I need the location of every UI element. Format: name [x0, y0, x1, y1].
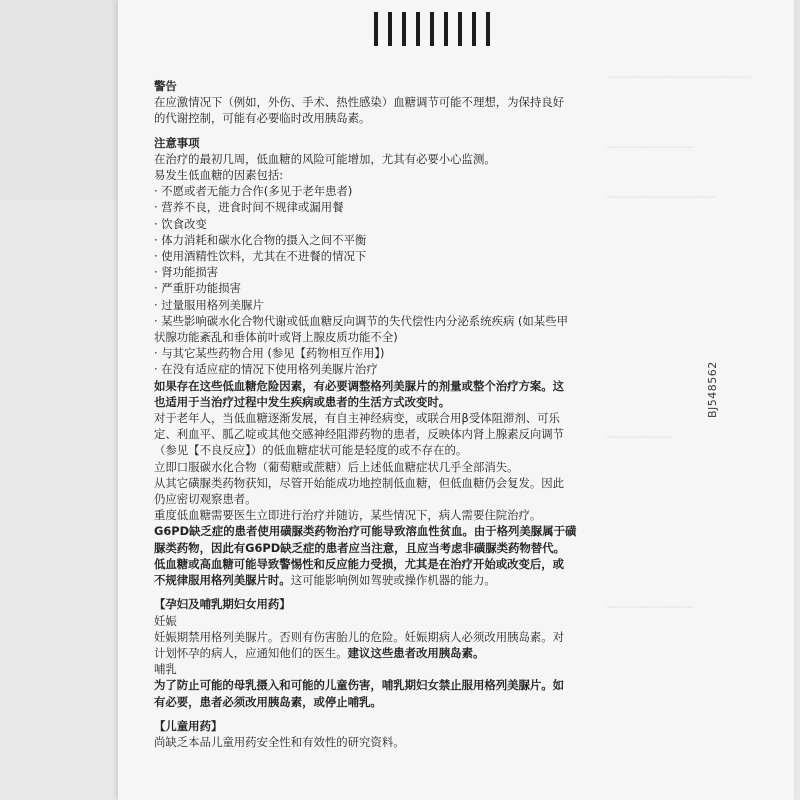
driving-note: 低血糖或高血糖可能导致警惕性和反应能力受损，尤其是在治疗开始或改变后，或: [154, 556, 565, 571]
bleed-through-text-decoration: ————————: [606, 600, 694, 613]
lactation-note: 有必要，患者必须改用胰岛素，或停止哺乳。: [154, 694, 382, 709]
risk-factor-item: · 某些影响碳水化合物代谢或低血糖反向调节的失代偿性内分泌系统疾病 (如某些甲: [154, 313, 568, 328]
risk-factor-item: · 营养不良，进食时间不规律或漏用餐: [154, 200, 344, 215]
elderly-note: 定、利血平、胍乙啶或其他交感神经阻滞药物的患者，反映体内肾上腺素反向调节: [154, 427, 565, 442]
pediatric-section-heading: 【儿童用药】: [154, 718, 223, 733]
precautions-heading: 注意事项: [154, 135, 200, 150]
treatment-note: 仍应密切观察患者。: [154, 492, 257, 507]
risk-factor-item: · 不愿或者无能力合作(多见于老年患者): [154, 184, 353, 199]
risk-factor-item: · 饮食改变: [154, 216, 207, 231]
pediatric-note: 尚缺乏本品儿童用药安全性和有效性的研究资料。: [154, 734, 405, 749]
pregnancy-note-part: 计划怀孕的病人，应通知他们的医生。: [154, 645, 348, 660]
bleed-through-text-decoration: ————————: [606, 140, 694, 153]
precautions-intro: 易发生低血糖的因素包括:: [154, 168, 284, 183]
treatment-note: 从其它磺脲类药物获知，尽管开始能成功地控制低血糖，但低血糖仍会复发。因此: [154, 475, 565, 490]
precautions-intro: 在治疗的最初几周，低血糖的风险可能增加，尤其有必要小心监测。: [154, 151, 496, 166]
pregnancy-note: [154, 645, 630, 661]
risk-factor-item: · 使用酒精性饮料，尤其在不进餐的情况下: [154, 249, 367, 264]
pregnancy-note-bold: 建议这些患者改用胰岛素。: [347, 645, 485, 660]
risk-factor-item: · 严重肝功能损害: [154, 281, 241, 296]
driving-note-bold: 不规律服用格列美脲片时。: [154, 573, 291, 588]
risk-factor-item: · 在没有适应症的情况下使用格列美脲片治疗: [154, 362, 378, 377]
bleed-through-text-decoration: ——————: [606, 430, 672, 443]
g6pd-note: 脲类药物，因此有G6PD缺乏症的患者应当注意，且应当考虑非磺脲类药物替代。: [154, 540, 565, 555]
lactation-subheading: 哺乳: [154, 662, 177, 677]
treatment-note: 立即口服碳水化合物（葡萄糖或蔗糖）后上述低血糖症状几乎全部消失。: [154, 459, 519, 474]
bleed-through-text-decoration: ——————————: [606, 190, 716, 203]
barcode-graphic: [374, 12, 498, 46]
side-batch-code: BJ548562: [706, 361, 719, 418]
dose-adjust-note: 也适用于当治疗过程中发生疾病或患者的生活方式改变时。: [154, 394, 451, 409]
lactation-note: 为了防止可能的母乳摄入和可能的儿童伤害，哺乳期妇女禁止服用格列美脲片。如: [154, 678, 565, 693]
elderly-note: 对于老年人，当低血糖逐渐发展，有自主神经病变，或联合用β受体阻滞剂、可乐: [154, 411, 560, 426]
treatment-note: 重度低血糖需要医生立即进行治疗并随访，某些情况下，病人需要住院治疗。: [154, 508, 542, 523]
risk-factor-item: · 体力消耗和碳水化合物的摄入之间不平衡: [154, 232, 367, 247]
risk-factor-item: 状腺功能紊乱和垂体前叶或肾上腺皮质功能不全): [154, 330, 398, 345]
bleed-through-text-decoration: —————————————: [608, 70, 751, 83]
risk-factor-item: · 过量服用格列美脲片: [154, 297, 264, 312]
elderly-note: （参见【不良反应】）的低血糖症状可能是轻度的或不存在的。: [154, 443, 468, 458]
warning-line: 的代谢控制，可能有必要临时改用胰岛素。: [154, 111, 371, 126]
driving-note-rest: 这可能影响例如驾驶或操作机器的能力。: [290, 573, 496, 588]
warning-heading: 警告: [154, 79, 177, 93]
risk-factor-item: · 与其它某些药物合用 (参见【药物相互作用】): [154, 346, 385, 361]
pregnancy-subheading: 妊娠: [154, 613, 177, 628]
leaflet-text-block: [154, 78, 630, 750]
pregnancy-note: 妊娠期禁用格列美脲片。否则有伤害胎儿的危险。妊娠期病人必须改用胰岛素。对: [154, 629, 565, 644]
driving-note: [154, 572, 630, 588]
dose-adjust-note: 如果存在这些低血糖危险因素，有必要调整格列美脲片的剂量或整个治疗方案。这: [154, 378, 565, 393]
g6pd-note: G6PD缺乏症的患者使用磺脲类药物治疗可能导致溶血性贫血。由于格列美脲属于磺: [154, 524, 577, 539]
risk-factor-item: · 肾功能损害: [154, 265, 219, 280]
pregnancy-section-heading: 【孕妇及哺乳期妇女用药】: [154, 597, 291, 612]
warning-line: 在应激情况下（例如，外伤、手术、热性感染）血糖调节可能不理想，为保持良好: [154, 95, 565, 110]
